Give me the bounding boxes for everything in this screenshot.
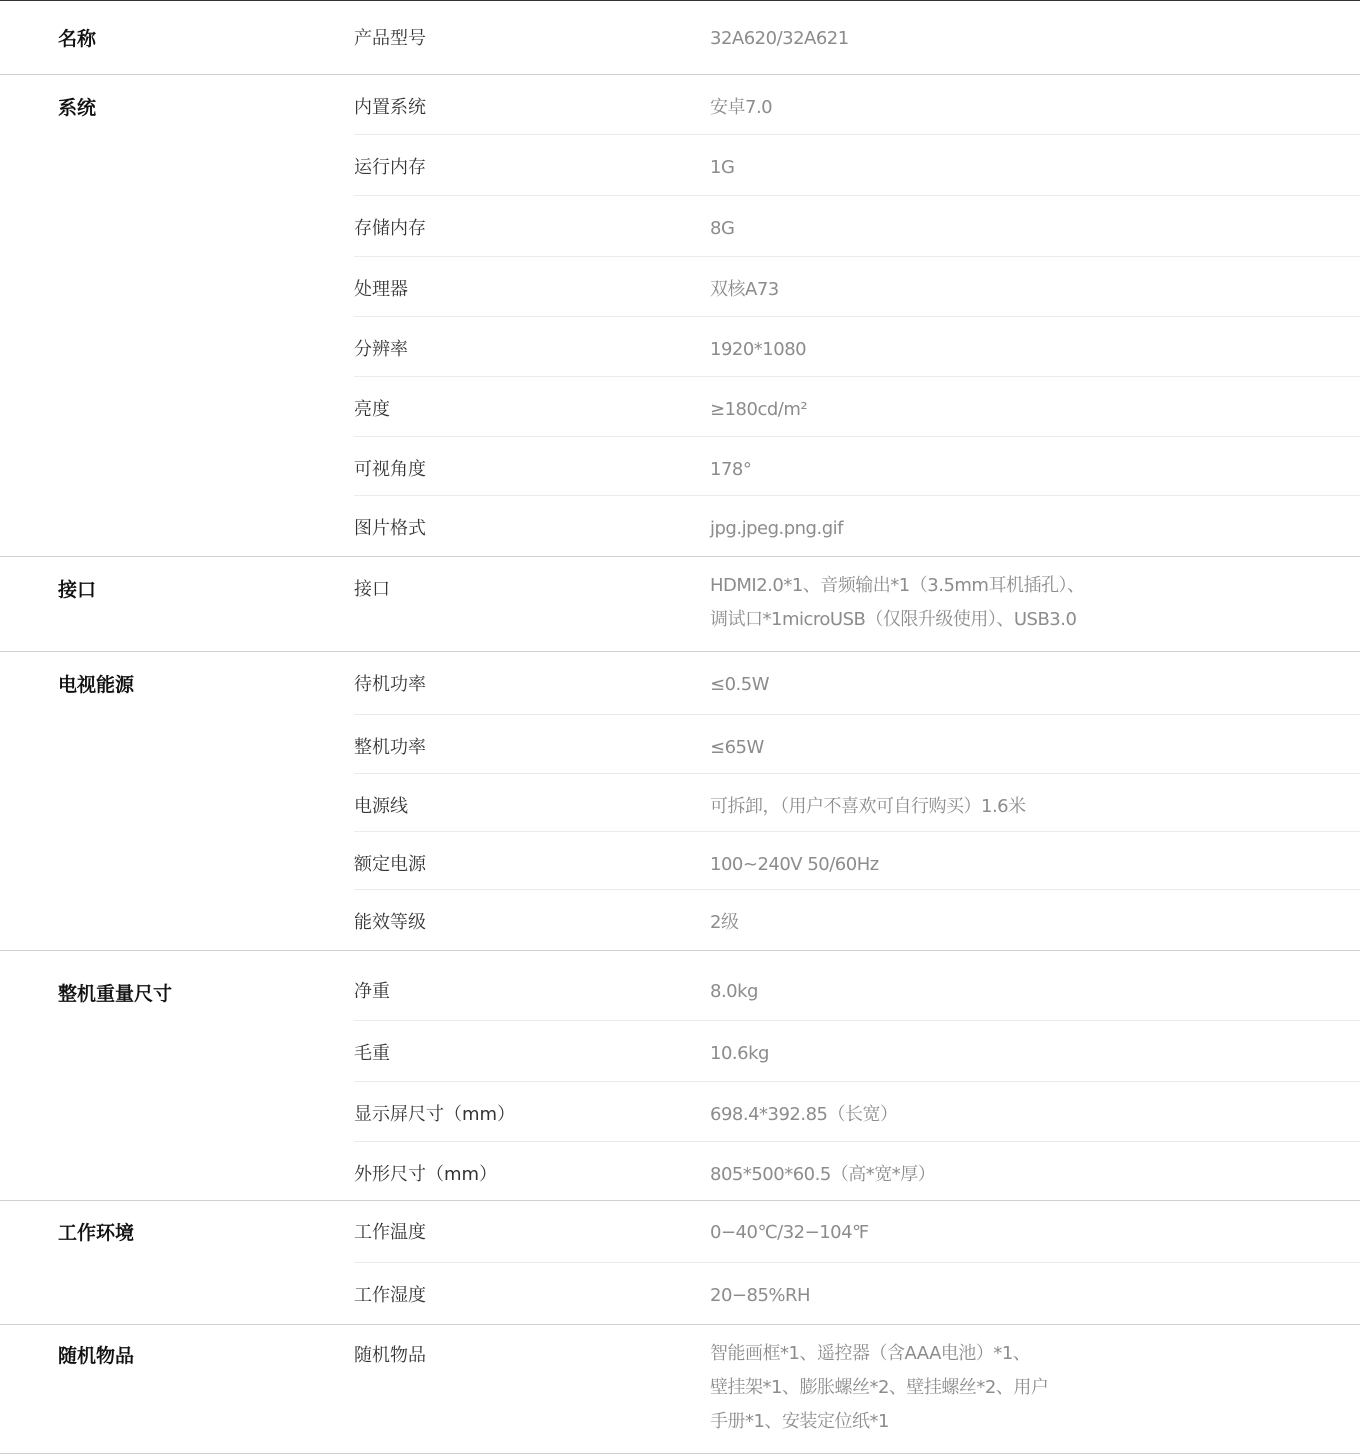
spec-row [0, 1263, 1360, 1325]
spec-value [710, 790, 1310, 824]
section-title: 整机重量尺寸 [58, 983, 173, 1005]
spec-row [0, 196, 1360, 257]
spec-value-line: ≤0.5W [710, 674, 770, 695]
spec-label: 分辨率 [354, 339, 408, 360]
spec-label: 显示屏尺寸（mm） [354, 1104, 516, 1125]
spec-label: 运行内存 [354, 157, 426, 178]
spec-value [710, 1337, 1310, 1439]
spec-value-line: ≤65W [710, 737, 764, 758]
spec-value [710, 906, 1310, 940]
spec-value-line: 1920*1080 [710, 339, 807, 360]
spec-row [0, 951, 1360, 1021]
spec-value [710, 731, 1310, 765]
spec-value [710, 333, 1310, 367]
spec-value-line: jpg.jpeg.png.gif [710, 518, 843, 539]
spec-section [0, 1201, 1360, 1325]
spec-label: 处理器 [354, 279, 408, 300]
spec-value-line: 32A620/32A621 [710, 28, 849, 49]
spec-value-line: 698.4*392.85（长宽） [710, 1104, 898, 1125]
section-title: 系统 [58, 97, 97, 119]
spec-row [0, 832, 1360, 890]
section-title: 电视能源 [58, 674, 135, 696]
spec-row [0, 1142, 1360, 1201]
spec-value [710, 1216, 1310, 1250]
spec-value [710, 393, 1310, 427]
spec-row [0, 1201, 1360, 1263]
spec-row [0, 257, 1360, 317]
spec-label: 工作温度 [354, 1222, 426, 1243]
spec-value-line: 智能画框*1、遥控器（含AAA电池）*1、 [710, 1343, 1031, 1364]
spec-row [0, 0, 1360, 75]
spec-row [0, 75, 1360, 135]
spec-label: 额定电源 [354, 854, 426, 875]
spec-row [0, 890, 1360, 951]
spec-value [710, 273, 1310, 307]
spec-section [0, 652, 1360, 951]
spec-value-line: 20−85%RH [710, 1285, 811, 1306]
spec-label: 毛重 [354, 1043, 390, 1064]
spec-label: 存储内存 [354, 218, 426, 239]
spec-value-line: 178° [710, 459, 752, 480]
spec-row [0, 377, 1360, 437]
spec-value [710, 91, 1310, 125]
spec-value [710, 512, 1310, 546]
spec-value [710, 569, 1310, 637]
spec-row [0, 1325, 1360, 1454]
section-title: 接口 [58, 579, 97, 601]
spec-row [0, 135, 1360, 196]
spec-row [0, 496, 1360, 557]
spec-row [0, 1021, 1360, 1082]
spec-label: 能效等级 [354, 912, 426, 933]
spec-value-line: 8.0kg [710, 981, 758, 1002]
spec-value-line: 1G [710, 157, 735, 178]
spec-label: 随机物品 [354, 1345, 426, 1366]
spec-value-line: HDMI2.0*1、音频输出*1（3.5mm耳机插孔）、 [710, 575, 1085, 596]
spec-value-line: 2级 [710, 912, 739, 933]
spec-value [710, 1158, 1310, 1192]
spec-section [0, 1325, 1360, 1454]
spec-value-line: 壁挂架*1、膨胀螺丝*2、壁挂螺丝*2、用户 [710, 1377, 1049, 1398]
spec-row [0, 437, 1360, 496]
spec-value-line: 可拆卸，（用户不喜欢可自行购买）1.6米 [710, 796, 1026, 817]
spec-value-line: 安卓7.0 [710, 97, 773, 118]
spec-value [710, 848, 1310, 882]
spec-row [0, 715, 1360, 774]
spec-value-line: 10.6kg [710, 1043, 769, 1064]
spec-value [710, 1037, 1310, 1071]
spec-value-line: 8G [710, 218, 735, 239]
spec-label: 外形尺寸（mm） [354, 1164, 498, 1185]
spec-label: 亮度 [354, 399, 390, 420]
spec-value [710, 212, 1310, 246]
spec-value [710, 668, 1310, 702]
spec-section [0, 951, 1360, 1201]
spec-label: 净重 [354, 981, 390, 1002]
spec-value-line: 805*500*60.5（高*宽*厚） [710, 1164, 936, 1185]
spec-label: 待机功率 [354, 674, 426, 695]
spec-value [710, 22, 1310, 56]
spec-label: 接口 [354, 579, 390, 600]
spec-value [710, 1098, 1310, 1132]
spec-row [0, 774, 1360, 832]
spec-row [0, 652, 1360, 715]
spec-value-line: 手册*1、安装定位纸*1 [710, 1411, 889, 1432]
spec-label: 产品型号 [354, 28, 426, 49]
spec-row [0, 1082, 1360, 1142]
section-title: 工作环境 [58, 1222, 135, 1244]
spec-row [0, 317, 1360, 377]
spec-value [710, 453, 1310, 487]
spec-label: 图片格式 [354, 518, 426, 539]
spec-value-line: 0−40℃/32−104℉ [710, 1222, 869, 1243]
section-title: 随机物品 [58, 1345, 135, 1367]
spec-section [0, 557, 1360, 652]
spec-value-line: 调试口*1microUSB（仅限升级使用）、USB3.0 [710, 609, 1077, 630]
spec-value [710, 975, 1310, 1009]
section-title: 名称 [58, 28, 97, 50]
spec-row [0, 557, 1360, 652]
spec-value [710, 1279, 1310, 1313]
spec-value-line: 100~240V 50/60Hz [710, 854, 879, 875]
spec-section [0, 0, 1360, 75]
spec-label: 电源线 [354, 796, 408, 817]
spec-label: 内置系统 [354, 97, 426, 118]
spec-label: 整机功率 [354, 737, 426, 758]
spec-value-line: 双核A73 [710, 279, 779, 300]
spec-label: 工作湿度 [354, 1285, 426, 1306]
spec-label: 可视角度 [354, 459, 426, 480]
spec-value [710, 151, 1310, 185]
spec-section [0, 75, 1360, 557]
spec-value-line: ≥180cd/m² [710, 399, 808, 420]
